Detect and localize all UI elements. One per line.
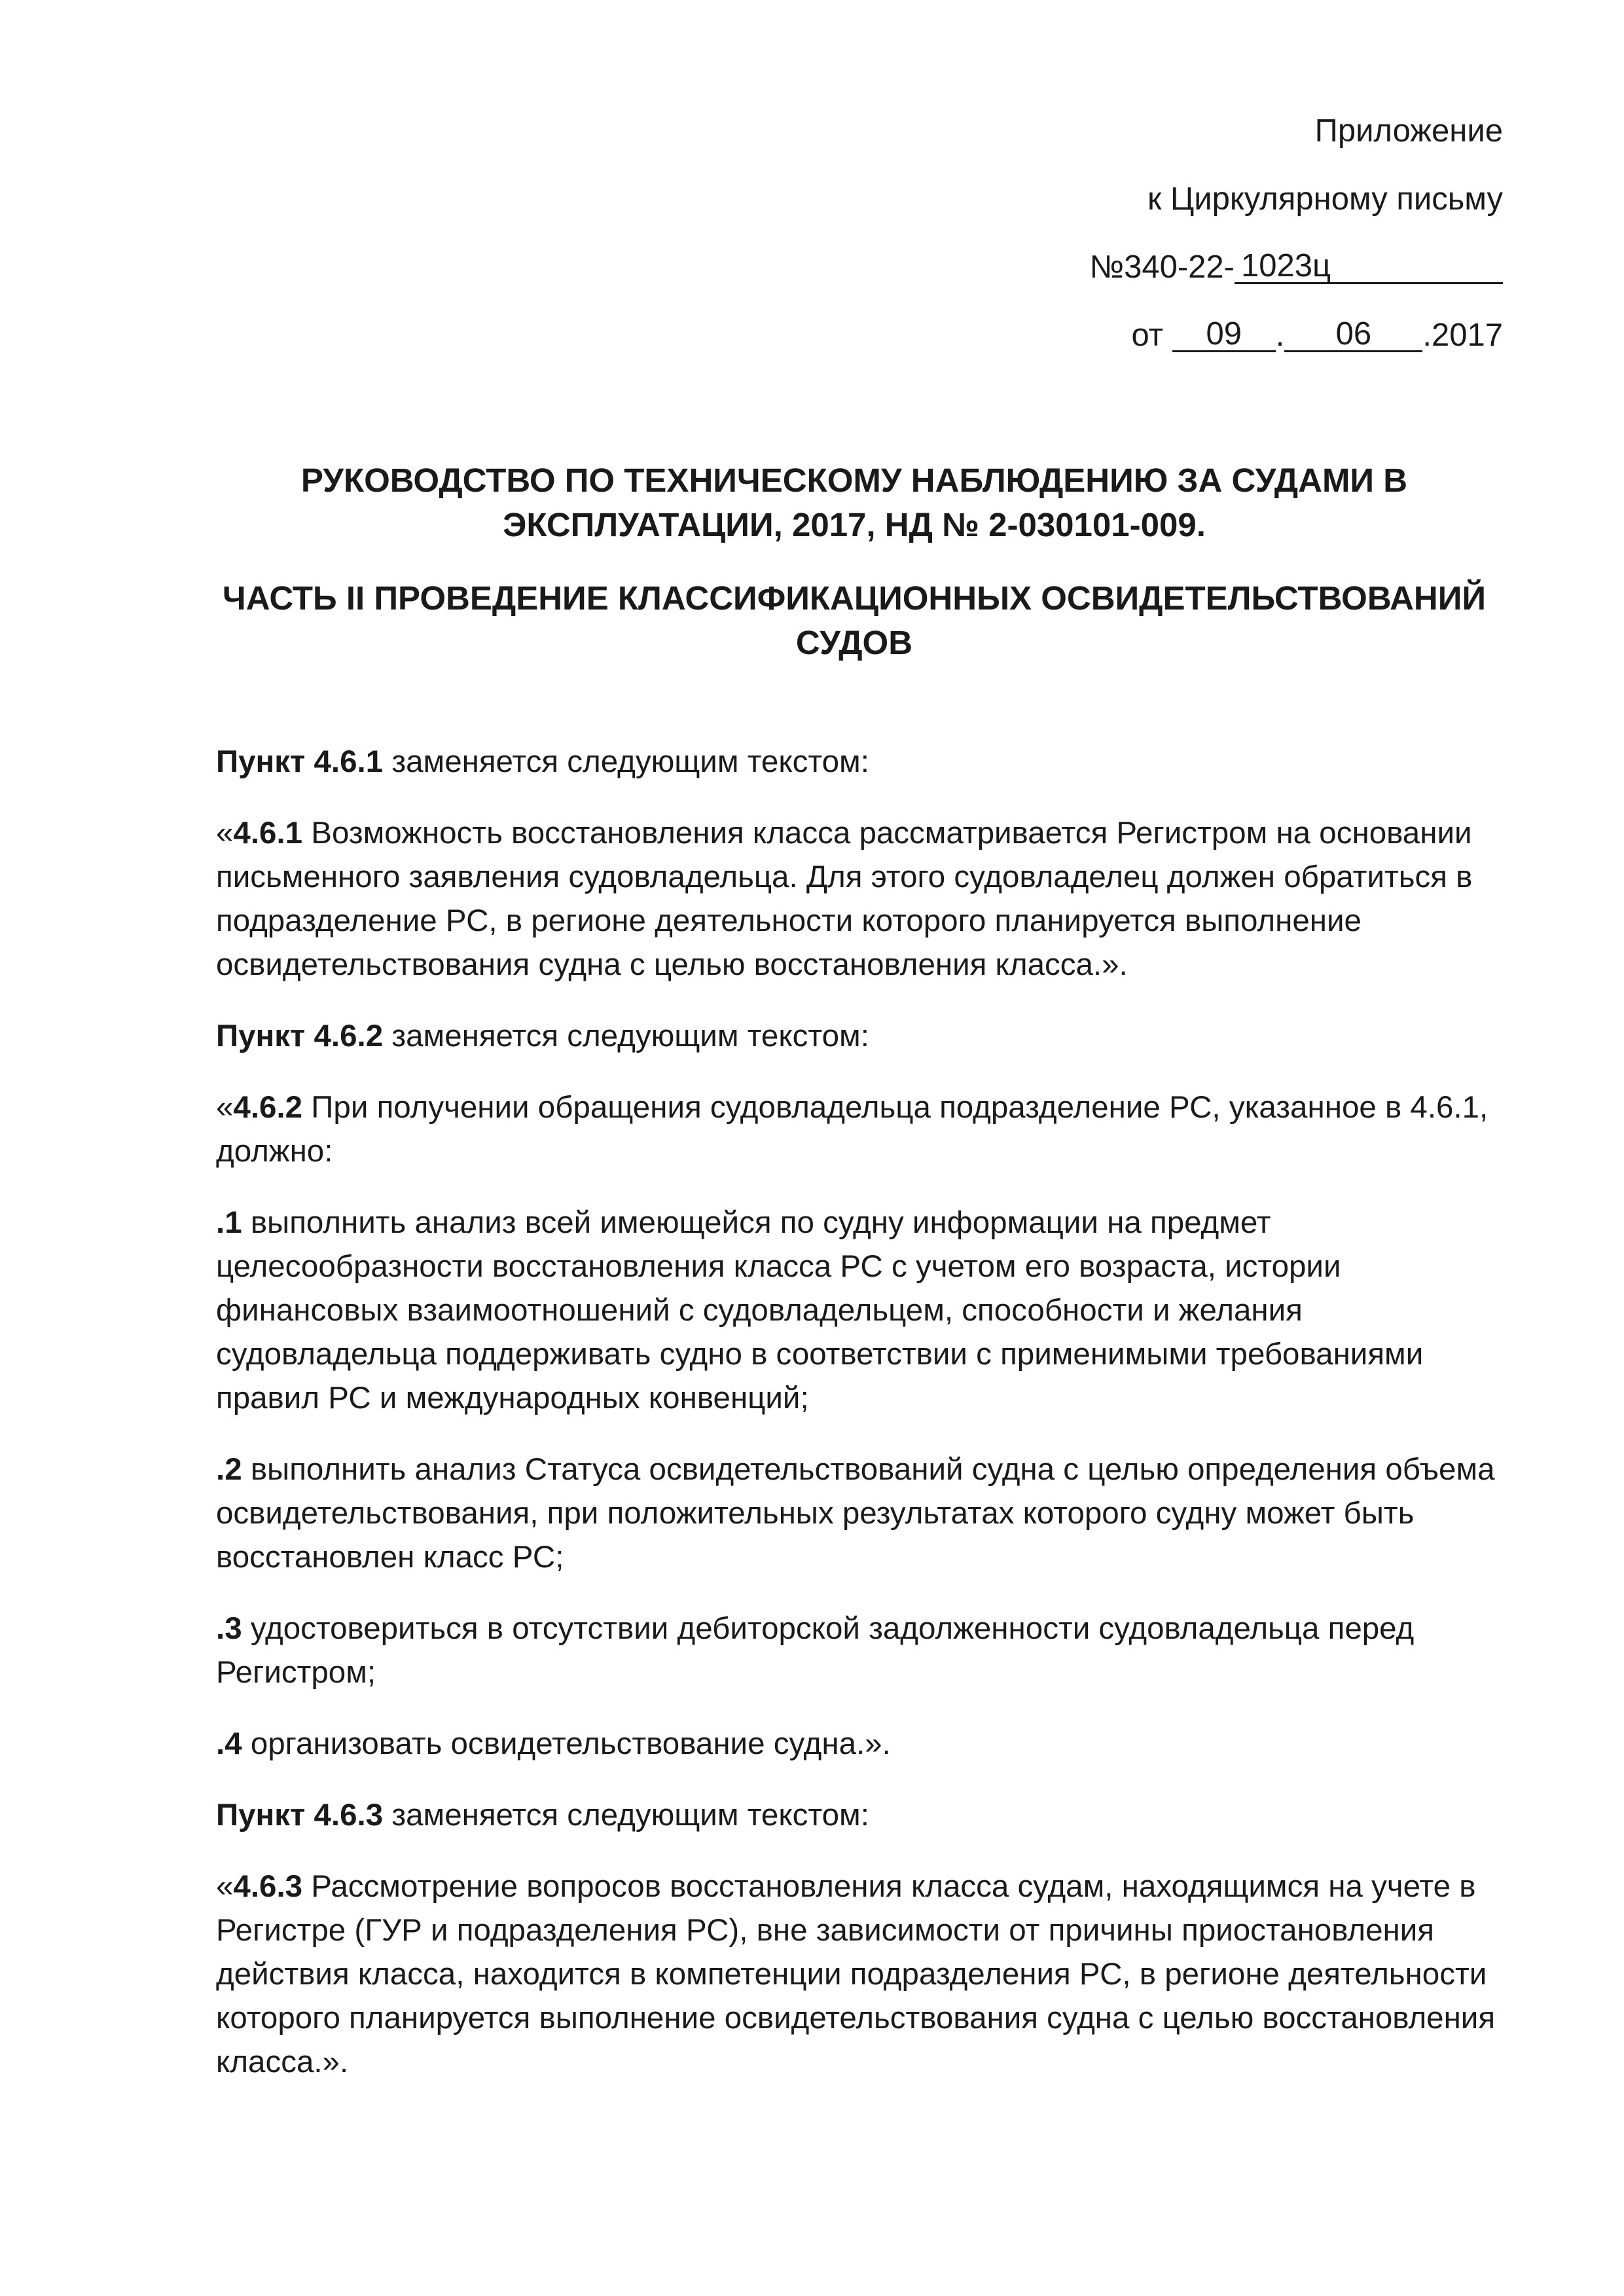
letter-number	[848, 247, 1503, 287]
list-item-4	[216, 1722, 1512, 1766]
paragraph-text: заменяется следующим текстом:	[383, 744, 869, 779]
opening-quote: «	[216, 1869, 234, 1904]
appendix-header	[848, 111, 1503, 384]
appendix-label: Приложение	[1314, 113, 1503, 149]
circular-letter-label: к Циркулярному письму	[1147, 181, 1503, 217]
list-item-3	[216, 1607, 1512, 1694]
list-item-text: выполнить анализ Статуса освидетельствований судна с целью определения объема освидетельствования, при положительных результатах которого судну может быть восстановлен класс РС;	[216, 1452, 1495, 1575]
opening-quote: «	[216, 816, 234, 850]
letter-date	[848, 316, 1503, 355]
paragraph-clause-4-6-3	[216, 1865, 1512, 2084]
letter-number-value: 1023ц	[1235, 249, 1503, 284]
paragraph-intro-4-6-3	[216, 1793, 1512, 1837]
letter-number-prefix: №340-22-	[1089, 249, 1235, 285]
list-item-number: .3	[216, 1611, 242, 1646]
list-item-text: организовать освидетельствование судна.».	[242, 1726, 891, 1761]
list-item-number: .2	[216, 1452, 242, 1487]
date-day: 09	[1172, 318, 1276, 352]
clause-label: Пункт 4.6.2	[216, 1019, 384, 1053]
part-title-line-1: ЧАСТЬ II ПРОВЕДЕНИЕ КЛАССИФИКАЦИОННЫХ ОСВИДЕТЕЛЬСТВОВАНИЙ	[222, 579, 1487, 617]
date-separator: .	[1275, 318, 1285, 353]
paragraph-text: заменяется следующим текстом:	[383, 1019, 869, 1053]
paragraph-intro-4-6-1	[216, 740, 1512, 784]
date-prefix: от	[1131, 318, 1164, 353]
document-title-line-1: РУКОВОДСТВО ПО ТЕХНИЧЕСКОМУ НАБЛЮДЕНИЮ ЗА СУДАМИ В	[300, 462, 1408, 499]
document-body	[216, 740, 1512, 2111]
opening-quote: «	[216, 1090, 234, 1125]
paragraph-text: заменяется следующим текстом:	[383, 1798, 869, 1832]
paragraph-clause-4-6-2	[216, 1085, 1512, 1173]
list-item-text: выполнить анализ всей имеющейся по судну информации на предмет целесообразности восстановления класса РС с учетом его возраста, истории финансовых взаимоотношений с судовладельцем, способности и желания судовладельца поддерживать судно в соответствии с применимыми требованиями правил РС и международных конвенций;	[216, 1205, 1424, 1415]
list-item-2	[216, 1448, 1512, 1579]
clause-label: 4.6.2	[233, 1090, 303, 1125]
paragraph-text: Возможность восстановления класса рассматривается Регистром на основании письменного заявления судовладельца. Для этого судовладелец должен обратиться в подразделение РС, в регионе деятельности которого планируется выполнение освидетельствования судна с целью восстановления класса.».	[216, 816, 1473, 982]
clause-label: 4.6.1	[233, 816, 303, 850]
list-item-number: .4	[216, 1726, 242, 1761]
list-item-1	[216, 1201, 1512, 1420]
clause-label: Пункт 4.6.3	[216, 1798, 384, 1832]
document-title-line-2: ЭКСПЛУАТАЦИИ, 2017, НД № 2-030101-009.	[503, 506, 1206, 543]
paragraph-text: При получении обращения судовладельца подразделение РС, указанное в 4.6.1, должно:	[216, 1090, 1489, 1169]
paragraph-clause-4-6-1	[216, 811, 1512, 987]
list-item-number: .1	[216, 1205, 242, 1240]
list-item-text: удостовериться в отсутствии дебиторской задолженности судовладельца перед Регистром;	[216, 1611, 1415, 1690]
document-title	[216, 458, 1492, 547]
clause-label: Пункт 4.6.1	[216, 744, 384, 779]
clause-label: 4.6.3	[233, 1869, 303, 1904]
paragraph-text: Рассмотрение вопросов восстановления класса судам, находящимся на учете в Регистре (ГУР и подразделения РС), вне зависимости от причины приостановления действия класса, находится в компетенции подразделения РС, в регионе деятельности которого планируется выполнение освидетельствования судна с целью восстановления класса.».	[216, 1869, 1496, 2079]
part-title-line-2: СУДОВ	[795, 624, 913, 661]
part-title	[216, 576, 1492, 665]
date-year: .2017	[1422, 318, 1503, 353]
date-month: 06	[1284, 318, 1422, 352]
paragraph-intro-4-6-2	[216, 1014, 1512, 1058]
